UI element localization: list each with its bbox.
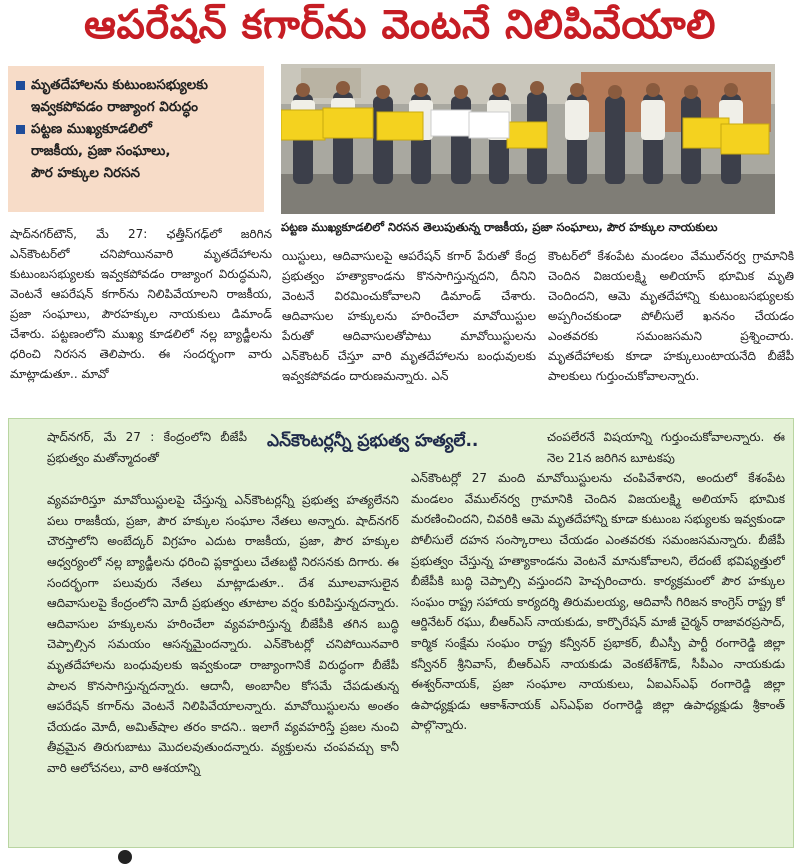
photo-caption: పట్టణ ముఖ్యకూడలిలో నిరసన తెలుపుతున్న రాజకీయ, ప్రజా సంఘాలు, పౌర హక్కుల నాయకులు	[281, 220, 718, 234]
article2-column-1	[47, 427, 399, 843]
article2-column-2	[411, 427, 785, 843]
highlight-line: పట్టణ ముఖ్యకూడలిలో	[16, 118, 256, 140]
highlights-box	[8, 66, 264, 212]
highlight-line: రాజకీయ, ప్రజా సంఘాలు,	[31, 143, 171, 159]
article2-body-1: వ్యవహరిస్తూ మావోయిస్టులపై చేస్తున్న ఎన్‌కౌంటర్లన్నీ ప్రభుత్వ హత్యలేనని పలు రాజకీయ, ప్రజా, పౌర హక్కుల సంఘాల నేతలు అన్నారు. షాద్‌నగర్ చౌరస్తాలోని అంబేద్కర్ విగ్రహం ఎదుట రాజకీయ, ప్రజా, పౌర హక్కుల ఆధ్వర్యంలో నల్ల బ్యాడ్జీలను ధరించి ప్లకార్డులు చేతబట్టి నిరసనకు దిగారు. ఈ సందర్భంగా పలువురు నేతలు మాట్లాడుతూ.. దేశ మూలవాసులైన ఆదివాసులపై కేంద్రంలోని మోదీ ప్రభుత్వం తూటాల వర్షం కురిపిస్తున్నదన్నారు. ఆదివాసుల హక్కులను హరించేలా వ్యవహరిస్తున్న బీజేపీకి తగిన బుద్ధి చెప్పాల్సిన సమయం ఆసన్నమైందన్నారు. ఎన్‌కౌంటర్లో చనిపోయినవారి మృతదేహాలను బంధువులకు ఇవ్వకుండా రాజ్యాంగానికే విరుద్ధంగా బీజేపీ పాలన కొనసాగిస్తున్నదన్నారు. ఆదానీ, అంబానీల కోసమే చేపడుతున్న ఆపరేషన్ కగార్‌ను వెంటనే నిలిపివేయాలన్నారు. మావోయిస్టులను అంతం చేయడం మోదీ, అమిత్‌షాల తరం కాదని.. ఇలాగే వ్యవహరిస్తే ప్రజల నుంచి తీవ్రమైన తిరుగుబాటు మొదలవుతుందన్నారు. వ్యక్తులను చంపవచ్చు కానీ వారి ఆలోచనలు, వారి ఆశయాన్ని	[47, 493, 399, 775]
article1-column-3: కౌంటర్‌లో కేశంపేట మండలం వేముల్‌నర్వ గ్రామానికి చెందిన విజయలక్ష్మి అలియాస్ భూమిక మృతి చెందిందని, ఆమె మృతదేహాన్ని కుటుంబసభ్యులకు అప్పగించకుండా పోలీసులే ఖననం చేయడం ఎంతవరకు సమంజసమని ప్రశ్నించారు. మృతదేహాలకు కూడా హక్కులుంటాయనేది బీజేపీ పాలకులు గుర్తుంచుకోవాలన్నారు.	[548, 249, 794, 383]
page-mark	[118, 850, 132, 864]
bullet-icon	[16, 81, 25, 90]
bullet-icon	[16, 125, 25, 134]
highlight-line: మృతదేహాలను కుటుంబసభ్యులకు	[16, 74, 256, 96]
article2-lead: షాద్‌నగర్, మే 27 : కేంద్రంలోని బీజేపీ ప్రభుత్వం మతోన్మాదంతో	[47, 430, 247, 465]
headline: ఆపరేషన్ కగార్‌ను వెంటనే నిలిపివేయాలి	[84, 2, 716, 48]
protest-photo	[281, 64, 775, 214]
article1-column-1: షాద్‌నగర్‌టౌన్, మే 27: ఛత్తీస్‌గఢ్‌లో జరిగిన ఎన్‌కౌంటర్‌లో చనిపోయినవారి మృతదేహాలను కుటుంబసభ్యులకు ఇవ్వకపోవడం రాజ్యాంగ విరుద్ధమని, వెంటనే ఆపరేషన్ కగార్‌ను నిలిపివేయాలని రాజకీయ, ప్రజా సంఘాలు, పౌరహక్కుల నాయకులు డిమాండ్ చేశారు. పట్టణంలోని ముఖ్య కూడలిలో నల్ల బ్యాడ్జీలను ధరించి నిరసన తెలిపారు. ఈ సందర్భంగా వారు మాట్లాడుతూ.. మావో	[10, 227, 272, 381]
article2-lead-2: చంపలేరనే విషయాన్ని గుర్తుంచుకోవాలన్నారు. ఈ నెల 21న జరిగిన బూటకపు	[547, 430, 785, 465]
article2-body-2: ఎన్‌కౌంటర్లో 27 మంది మావోయిస్టులను చంపివేశారని, అందులో కేశంపేట మండలం వేముల్‌నర్వ గ్రామానికి చెందిన విజయలక్ష్మి అలియాస్ భూమిక మరణించిందని, చివరికి ఆమె మృతదేహాన్ని కూడా కుటుంబ సభ్యులకు ఇవ్వకుండా పోలీసులే దహన సంస్కారాలు చేయడం ఎంతవరకు సమంజసమన్నారు. బీజేపీ ప్రభుత్వం చేస్తున్న హత్యాకాండను వెంటనే మానుకోవాలని, లేదంటే భవిష్యత్తులో బీజేపీకి బుద్ధి చెప్పాల్సి వస్తుందని హెచ్చరించారు. కార్యక్రమంలో పౌర హక్కుల సంఘం రాష్ట్ర సహాయ కార్యదర్శి తిరుమలయ్య, ఆదివాసీ గిరిజన కాంగ్రెస్ రాష్ట్ర కో ఆర్డినేటర్ రఘు, బీఆర్ఎస్ నాయకుడు, కార్పొరేషన్ మాజీ చైర్మన్ రాజావరప్రసాద్, కార్మిక సంక్షేమ సంఘం రాష్ట్ర కన్వీనర్ ప్రభాకర్, బీఎస్పీ పార్టీ రంగారెడ్డి జిల్లా కన్వీనర్ శ్రీనివాస్, బీఆర్ఎస్ నాయకుడు వెంకటేశ్‌గౌడ్, సీపీఎం నాయకుడు ఈశ్వర్‌నాయక్, ప్రజా సంఘాల నాయకులు, ఏఐఎస్ఎఫ్ రంగారెడ్డి జిల్లా ఉపాధ్యక్షుడు ఆకాశ్‌నాయక్ ఎస్ఎఫ్ఐ రంగారెడ్డి జిల్లా ఉపాధ్యక్షుడు శ్రీకాంత్ పాల్గొన్నారు.	[411, 471, 785, 733]
article1-column-2: యిస్టులు, ఆదివాసులపై ఆపరేషన్ కగార్ పేరుతో కేంద్ర ప్రభుత్వం హత్యాకాండను కొనసాగిస్తున్నదని, దీనిని వెంటనే విరమించుకోవాలని డిమాండ్ చేశారు. ఆదివాసుల హక్కులను హరించేలా మావోయిస్టుల పేరుతో ఆదివాసులతోపాటు మావోయిస్టులను ఎన్‌కౌంటర్ చేస్తూ వారి మృతదేహాలను బంధువులకు ఇవ్వకపోవడం దారుణమన్నారు. ఎన్	[282, 249, 536, 383]
article2-subhead: ఎన్‌కౌంటర్లన్నీ ప్రభుత్వ హత్యలే..	[267, 431, 479, 451]
protest-photo-illustration	[281, 64, 775, 214]
highlight-line: పౌర హక్కుల నిరసన	[31, 165, 141, 181]
article2-box	[8, 418, 794, 848]
highlight-line: ఇవ్వకపోవడం రాజ్యాంగ విరుద్ధం	[31, 99, 198, 115]
